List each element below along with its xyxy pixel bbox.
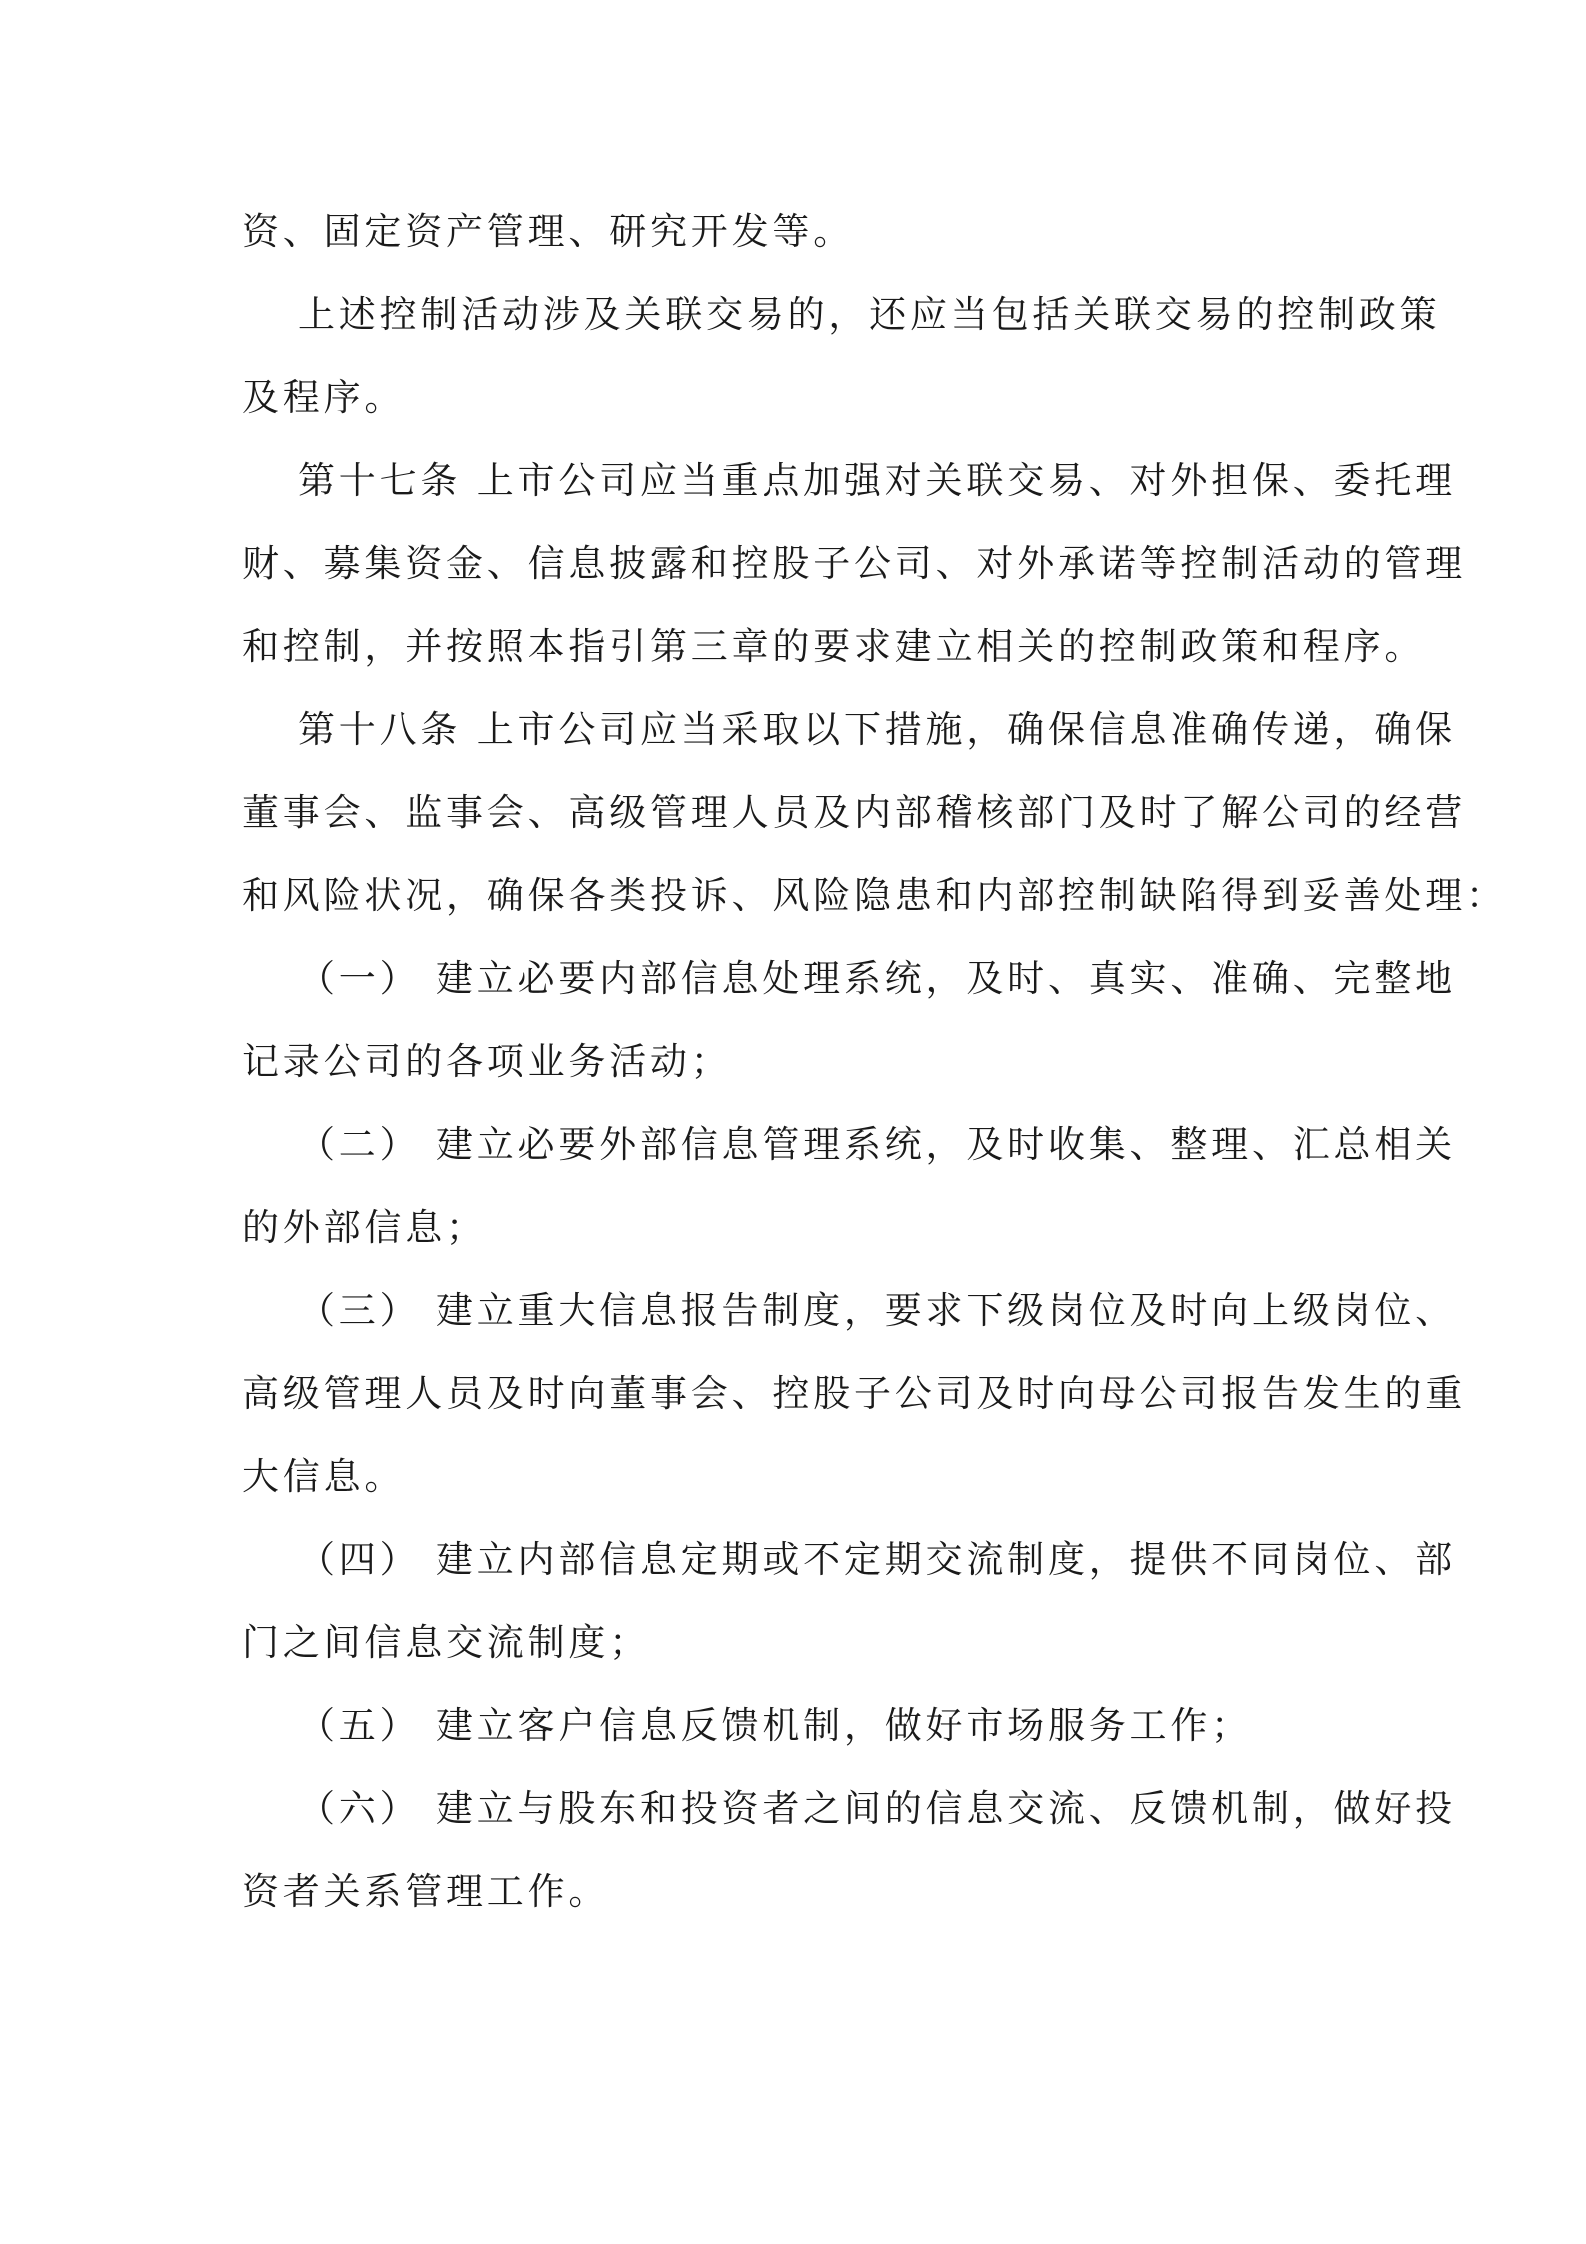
text-line: 董事会、监事会、高级管理人员及内部稽核部门及时了解公司的经营 [242,791,1466,834]
text-line: 上述控制活动涉及关联交易的，还应当包括关联交易的控制政策 [298,293,1441,336]
paragraph-1 [242,190,1346,273]
text-line: 财、募集资金、信息披露和控股子公司、对外承诺等控制活动的管理 [242,542,1466,585]
text-line: 资、固定资产管理、研究开发等。 [242,210,854,253]
text-line: （五） 建立客户信息反馈机制，做好市场服务工作； [298,1704,1252,1747]
text-line: 及程序。 [242,376,406,419]
text-line: 和风险状况，确保各类投诉、风险隐患和内部控制缺陷得到妥善处理： [242,874,1507,917]
list-item-6 [242,1767,1456,1933]
paragraph-2 [242,273,1441,439]
text-line: （二） 建立必要外部信息管理系统，及时收集、整理、汇总相关 [298,1123,1456,1166]
list-item-3 [242,1269,1466,1518]
text-line: 大信息。 [242,1455,406,1498]
text-line: 高级管理人员及时向董事会、控股子公司及时向母公司报告发生的重 [242,1372,1466,1415]
paragraph-article-17 [242,439,1466,688]
text-line: 记录公司的各项业务活动； [242,1040,732,1083]
text-line: 的外部信息； [242,1206,487,1249]
list-item-5 [242,1684,1346,1767]
document-body [242,190,1507,1933]
list-item-4 [242,1518,1456,1684]
text-line: 第十七条 上市公司应当重点加强对关联交易、对外担保、委托理 [298,459,1456,502]
text-line: （一） 建立必要内部信息处理系统，及时、真实、准确、完整地 [298,957,1456,1000]
text-line: （四） 建立内部信息定期或不定期交流制度，提供不同岗位、部 [298,1538,1456,1581]
text-line: 门之间信息交流制度； [242,1621,650,1664]
list-item-1 [242,937,1456,1103]
text-line: 第十八条 上市公司应当采取以下措施，确保信息准确传递，确保 [298,708,1456,751]
paragraph-article-18 [242,688,1507,937]
list-item-2 [242,1103,1456,1269]
text-line: 和控制，并按照本指引第三章的要求建立相关的控制政策和程序。 [242,625,1426,668]
text-line: 资者关系管理工作。 [242,1870,610,1913]
text-line: （三） 建立重大信息报告制度，要求下级岗位及时向上级岗位、 [298,1289,1456,1332]
text-line: （六） 建立与股东和投资者之间的信息交流、反馈机制，做好投 [298,1787,1456,1830]
